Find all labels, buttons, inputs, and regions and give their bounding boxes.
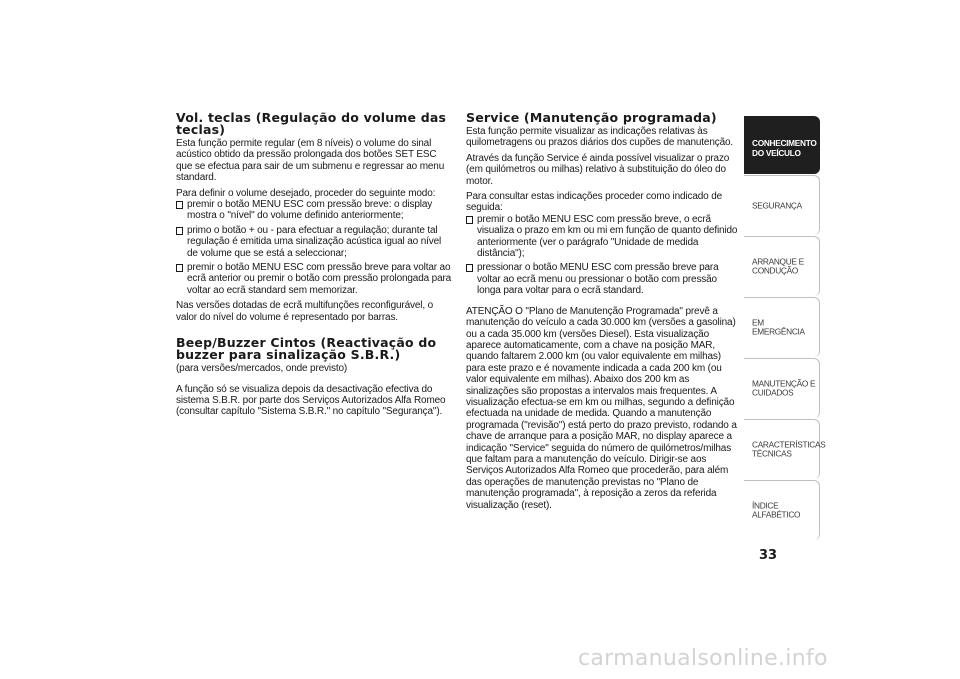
checkbox-bullet-icon <box>176 227 183 235</box>
paragraph: Esta função permite visualizar as indicações relativas às quilometragens ou prazos diários dos cupões de manutenção. <box>466 126 734 149</box>
checkbox-bullet-icon <box>466 216 473 224</box>
page-number: 33 <box>759 548 778 563</box>
section-heading-beep-buzzer: Beep/Buzzer Cintos (Reactivação do buzzer para sinalização S.B.R.) <box>176 335 437 363</box>
list-item: pressionar o botão MENU ESC com pressão breve para voltar ao ecrã menu ou pressionar o botão com pressão longa para voltar para o ecrã standard. <box>466 262 741 296</box>
watermark: carmanualsonline.info <box>578 646 828 671</box>
section-heading-volume-teclas: Vol. teclas (Regulação do volume das teclas) <box>176 110 447 137</box>
tab-em-emergencia[interactable]: EM EMERGÊNCIA <box>744 297 820 357</box>
tab-conhecimento-do-veiculo[interactable]: CONHECIMENTO DO VEÍCULO <box>744 116 820 174</box>
list-item: primo o botão + ou - para efectuar a regulação; durante tal regulação é emitida uma sinalização acústica igual ao nível de volume que se está a seleccionar; <box>176 225 452 259</box>
right-column <box>466 112 741 515</box>
list-item: premir o botão MENU ESC com pressão breve, o ecrã visualiza o prazo em km ou mi em função de quanto definido anteriormente (ver o parágrafo "Unidade de medida distância"); <box>466 214 741 260</box>
paragraph: Para definir o volume desejado, proceder do seguinte modo: <box>176 187 436 199</box>
section-heading-service: Service (Manutenção programada) <box>466 110 717 125</box>
left-column <box>176 112 452 422</box>
attention-paragraph: ATENÇÃO O "Plano de Manutenção Programada" prevê a manutenção do veículo a cada 30.000 km (versões a gasolina) ou a cada 35.000 km (versões Diesel). Esta visualização aparece automaticamente, com a chave na posição MAR, quando faltarem 2.000 km (ou valor equivalente em milhas) para este prazo e é novamente indicada a cada 200 km (ou valor equivalente em milhas). Abaixo dos 200 km as sinalizações são propostas a intervalos mais frequentes. A visualização efectua-se em km ou milhas, segundo a definição efectuada na unidade de medida. Quando a manutenção programada ("revisão") está perto do prazo previsto, rodando a chave de arranque para a posição MAR, no display aparece a indicação "Service" seguida do número de quilómetros/milhas que faltam para a manutenção do veículo. Dirigir-se aos Serviços Autorizados Alfa Romeo que procederão, para além das operações de manutenção previstas no "Plano de manutenção programada", à reposição a zeros da referida visualização (reset). <box>466 305 737 511</box>
checkbox-bullet-icon <box>176 264 183 272</box>
paragraph: Nas versões dotadas de ecrã multifunções reconfigurável, o valor do nível do volume é representado por barras. <box>176 300 433 323</box>
tab-indice-alfabetico[interactable]: ÍNDICE ALFABÉTICO <box>744 480 820 540</box>
paragraph: A função só se visualiza depois da desactivação efectiva do sistema S.B.R. por parte dos Serviços Autorizados Alfa Romeo (consultar capítulo "Sistema S.B.R." no capítulo "Segurança"). <box>176 383 446 418</box>
checkbox-bullet-icon <box>466 264 473 272</box>
paragraph: Esta função permite regular (em 8 níveis) o volume do sinal acústico obtido da pressão prolongada dos botões SET ESC que se efectua para sair de um submenu e regressar ao menu standard. <box>176 138 445 184</box>
checkbox-bullet-icon <box>176 201 183 209</box>
tab-arranque-e-conducao[interactable]: ARRANQUE E CONDUÇÃO <box>744 236 820 296</box>
paragraph: Através da função Service é ainda possível visualizar o prazo (em quilómetros ou milhas) relativo à substituição do óleo do motor. <box>466 152 730 187</box>
paragraph: Para consultar estas indicações proceder como indicado de seguida: <box>466 191 723 214</box>
list-item: premir o botão MENU ESC com pressão breve: o display mostra o "nível" do volume definido anteriormente; <box>176 199 452 222</box>
tab-seguranca[interactable]: SEGURANÇA <box>744 175 820 235</box>
bullet-list <box>176 199 452 296</box>
tab-caracteristicas-tecnicas[interactable]: CARACTERÍSTICAS TÉCNICAS <box>744 419 820 479</box>
bullet-list <box>466 214 741 297</box>
tab-manutencao-e-cuidados[interactable]: MANUTENÇÃO E CUIDADOS <box>744 358 820 418</box>
chapter-sidebar <box>744 116 826 541</box>
availability-note: (para versões/mercados, onde previsto) <box>176 363 348 375</box>
list-item: premir o botão MENU ESC com pressão breve para voltar ao ecrã anterior ou premir o botão com pressão prolongada para voltar ao ecrã standard sem memorizar. <box>176 262 452 296</box>
